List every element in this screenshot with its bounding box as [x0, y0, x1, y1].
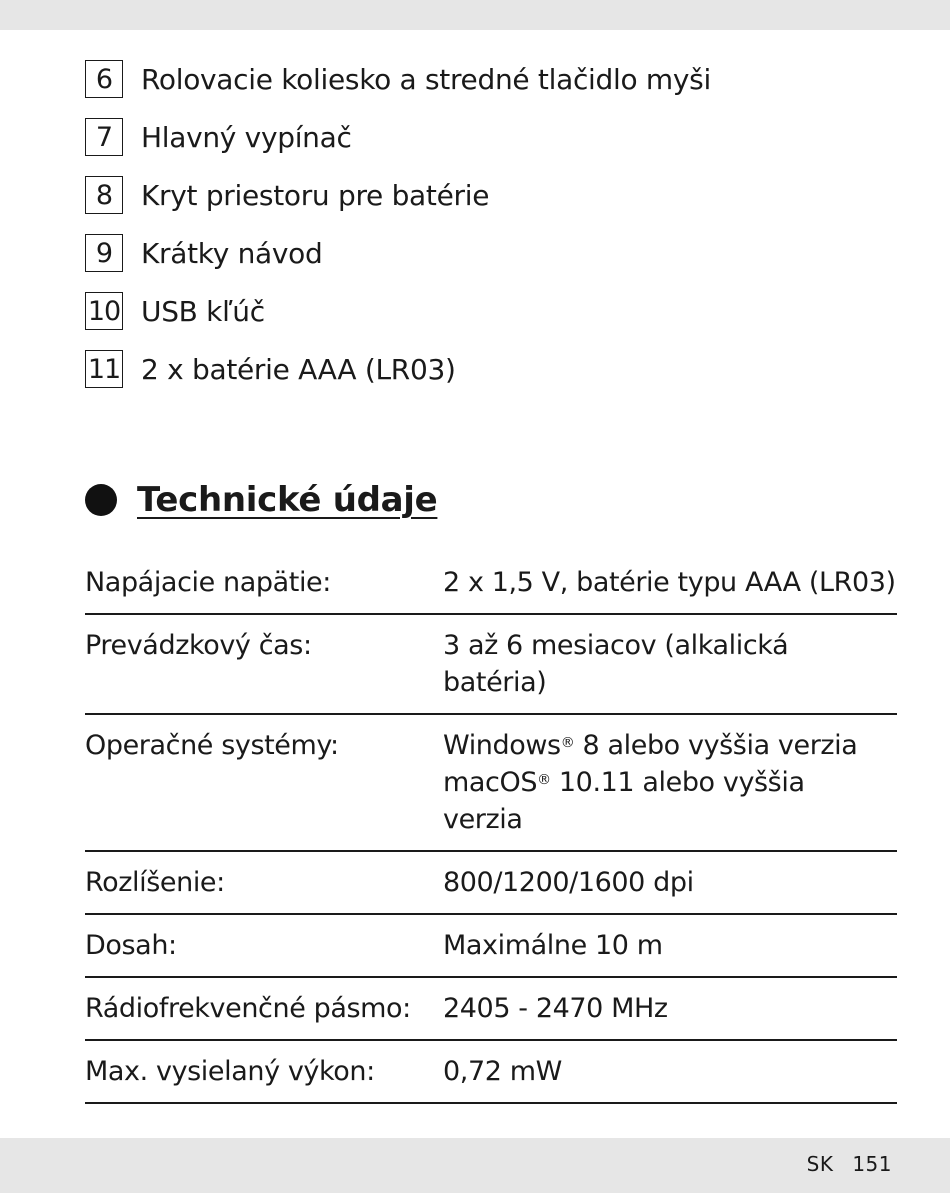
- top-margin-bar: [0, 0, 950, 30]
- os-mac-line: [443, 764, 897, 801]
- spec-table: [85, 552, 897, 1104]
- page-identifier: [807, 1152, 892, 1176]
- part-number-box: 9: [85, 234, 123, 272]
- spec-value: 3 až 6 mesiacov (alkalická batéria): [443, 630, 789, 698]
- section-heading: [85, 480, 437, 520]
- page-number: 151: [852, 1152, 892, 1176]
- list-item: [85, 292, 711, 330]
- list-item: [85, 234, 711, 272]
- spec-value: 0,72 mW: [443, 1056, 562, 1087]
- part-number-box: 11: [85, 350, 123, 388]
- list-item: [85, 176, 711, 214]
- table-row: [85, 915, 897, 978]
- registered-mark: ®: [537, 772, 551, 788]
- table-row: [85, 852, 897, 915]
- spec-value: 800/1200/1600 dpi: [443, 867, 694, 898]
- table-row: [85, 978, 897, 1041]
- spec-key: Napájacie napätie:: [85, 567, 331, 598]
- os-windows-line: [443, 727, 897, 764]
- part-number-box: 10: [85, 292, 123, 330]
- spec-key: Dosah:: [85, 930, 177, 961]
- spec-key: Max. vysielaný výkon:: [85, 1056, 375, 1087]
- part-label: Hlavný vypínač: [141, 120, 352, 154]
- list-item: [85, 60, 711, 98]
- registered-mark: ®: [560, 735, 575, 751]
- spec-key: Rozlíšenie:: [85, 867, 225, 898]
- parts-list: [85, 60, 711, 408]
- part-label: Krátky návod: [141, 236, 323, 270]
- part-label: 2 x batérie AAA (LR03): [141, 352, 456, 386]
- section-title: Technické údaje: [137, 480, 438, 520]
- spec-key: Rádiofrekvenčné pásmo:: [85, 993, 411, 1024]
- table-row: [85, 615, 897, 715]
- spec-value: 2 x 1,5 V, batérie typu AAA (LR03): [443, 567, 896, 598]
- table-row: [85, 715, 897, 852]
- list-item: [85, 118, 711, 156]
- os-mac-version: 10.11 alebo vyššia: [550, 767, 805, 798]
- spec-value: [443, 727, 897, 838]
- language-code: SK: [806, 1152, 834, 1176]
- os-windows-version: 8 alebo vyššia verzia: [574, 730, 858, 761]
- part-number-box: 8: [85, 176, 123, 214]
- table-row: [85, 552, 897, 615]
- spec-key: Operačné systémy:: [85, 730, 339, 761]
- part-number-box: 6: [85, 60, 123, 98]
- table-row: [85, 1041, 897, 1104]
- footer-bar: [0, 1138, 950, 1193]
- os-mac-line-continued: verzia: [443, 804, 523, 835]
- os-windows-name: Windows: [443, 730, 561, 761]
- part-number-box: 7: [85, 118, 123, 156]
- list-item: [85, 350, 711, 388]
- part-label: Kryt priestoru pre batérie: [141, 178, 490, 212]
- bullet-icon: [85, 484, 117, 516]
- spec-value: Maximálne 10 m: [443, 930, 663, 961]
- part-label: USB kľúč: [141, 294, 265, 328]
- part-label: Rolovacie koliesko a stredné tlačidlo myši: [141, 62, 711, 96]
- os-mac-name: macOS: [443, 767, 538, 798]
- spec-key: Prevádzkový čas:: [85, 630, 312, 661]
- spec-value: 2405 - 2470 MHz: [443, 993, 668, 1024]
